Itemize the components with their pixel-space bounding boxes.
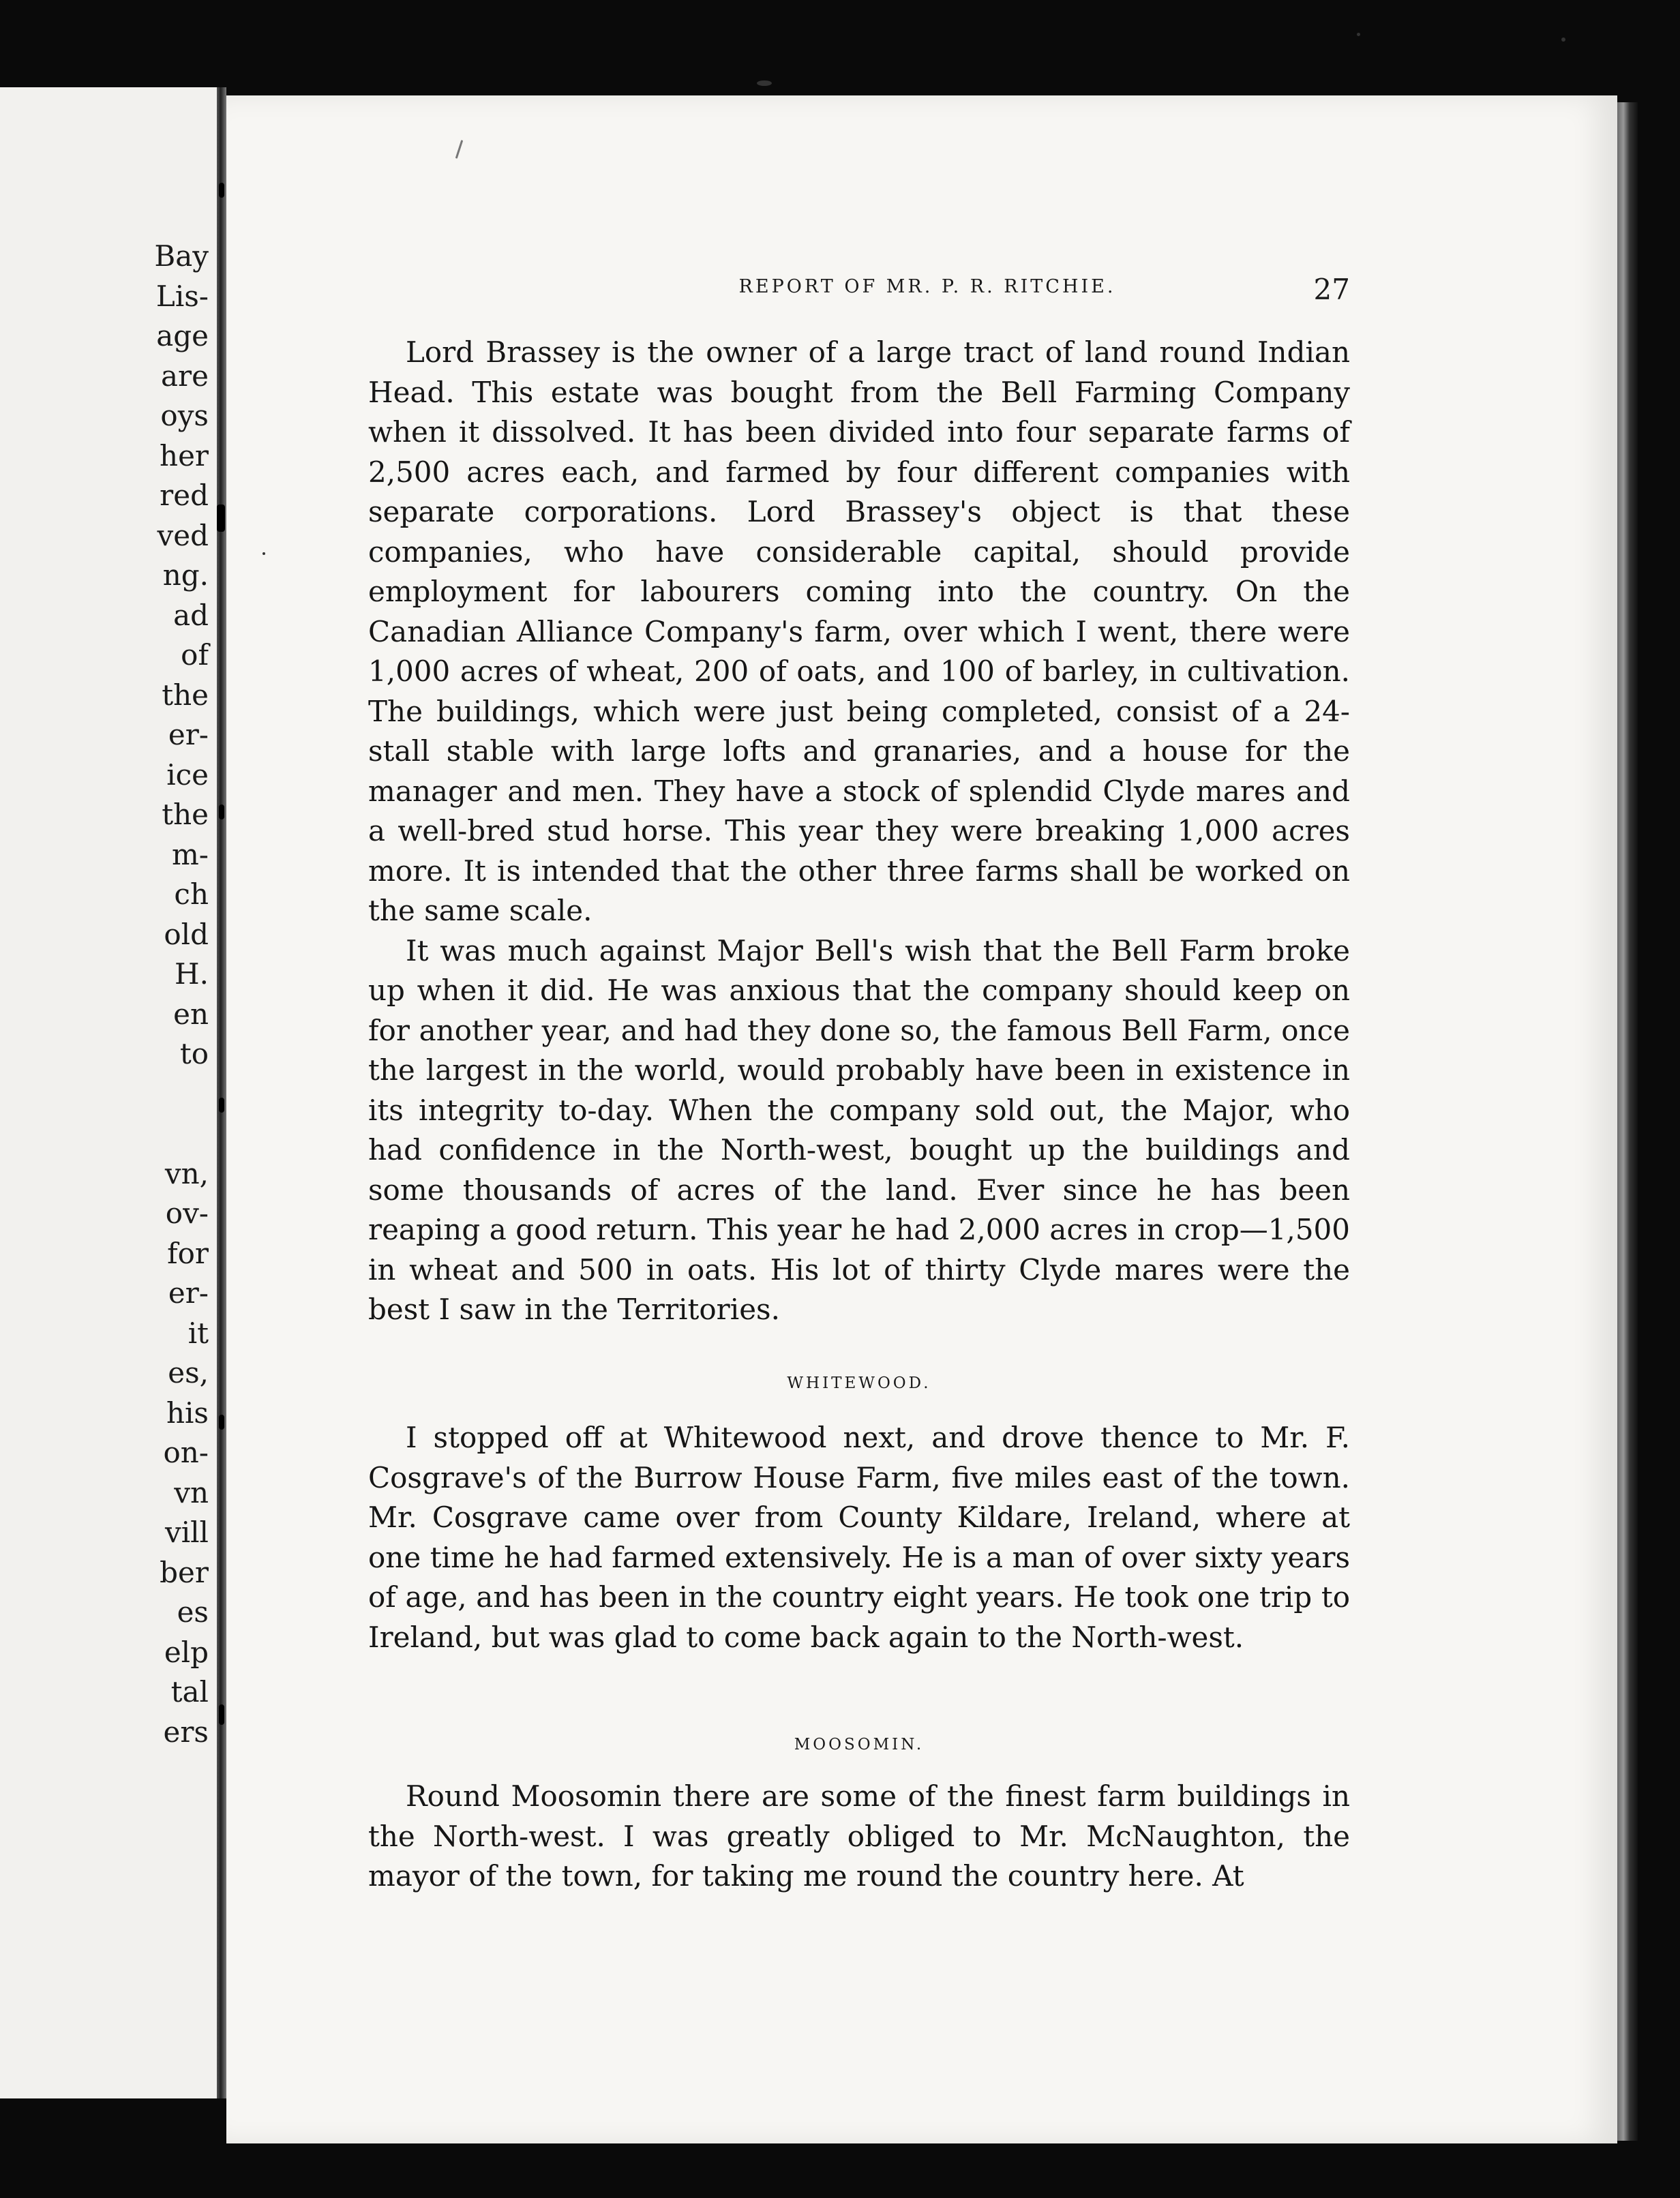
dust-speck	[1357, 33, 1360, 36]
left-page-line-fragment: ch	[174, 877, 209, 911]
left-page-line-fragment: Lis-	[155, 279, 209, 313]
left-page-line-fragment: it	[188, 1316, 209, 1350]
running-head: REPORT OF MR. P. R. RITCHIE.	[738, 276, 1116, 297]
left-page-line-fragment: ber	[160, 1555, 209, 1589]
left-page-line-fragment: elp	[164, 1635, 209, 1669]
left-page-line-fragment: for	[167, 1236, 209, 1270]
left-page-line-fragment: red	[160, 479, 209, 512]
dust-speck	[262, 552, 265, 555]
left-page-line-fragment: tal	[170, 1675, 209, 1708]
body-text-top	[368, 333, 1350, 1330]
left-page-line-fragment: age	[156, 319, 209, 352]
left-page-line-fragment: ov-	[165, 1196, 209, 1230]
left-page-line-fragment: ad	[173, 598, 209, 632]
left-page-line-fragment: of	[181, 638, 209, 672]
section-heading: MOOSOMIN.	[794, 1736, 925, 1753]
left-page-line-fragment: er-	[168, 1276, 209, 1310]
left-page-line-fragment: ng.	[162, 558, 209, 592]
left-page-line-fragment: on-	[163, 1436, 209, 1469]
left-page-line-fragment: the	[162, 798, 209, 831]
left-page-line-fragment: old	[164, 917, 209, 951]
left-page-line-fragment: ved	[157, 518, 209, 552]
left-page-line-fragment: Bay	[154, 239, 209, 273]
binding-thread-mark	[217, 505, 225, 532]
left-page-line-fragment: are	[161, 359, 209, 393]
left-page-line-fragment: ice	[166, 757, 209, 792]
body-text-middle	[368, 1418, 1350, 1657]
page-number: 27	[1313, 273, 1350, 306]
paragraph: I stopped off at Whitewood next, and drove thence to Mr. F. Cosgrave's of the Burrow House Farm, five miles east of the town. Mr. Cosgrave came over from County Kildare, Ireland, where at one time he had farmed extensively. He is a man of over sixty years of age, and has been in the country eight years. He took one trip to Ireland, but was glad to come back again to the North-west.	[368, 1421, 1350, 1654]
left-page-line-fragment: es,	[168, 1356, 209, 1389]
section-heading: WHITEWOOD.	[787, 1374, 931, 1392]
binding-thread-mark	[219, 1098, 224, 1113]
paragraph: Lord Brassey is the owner of a large tract of land round Indian Head. This estate was bought from the Bell Farming Company when it dissolved. It has been divided into four separate farms of 2,500 acres each, and farmed by four different companies with separate corporations. Lord Brassey's object is that these companies, who have considerable capital, should provide employment for labourers coming into the country. On the Canadian Alliance Company's farm, over which I went, there were 1,000 acres of wheat, 200 of oats, and 100 of barley, in cultivation. The buildings, which were just being completed, consist of a 24-stall stable with large lofts and granaries, and a house for the manager and men. They have a stock of splendid Clyde mares and a well-bred stud horse. This year they were breaking 1,000 acres more. It is intended that the other three farms shall be worked on the same scale.	[368, 335, 1350, 927]
binding-thread-mark	[219, 183, 224, 198]
left-page-line-fragment: vill	[164, 1516, 209, 1549]
dust-speck	[757, 80, 772, 86]
left-page-line-fragment: es	[177, 1595, 209, 1629]
binding-thread-mark	[219, 1415, 224, 1430]
left-page-line-fragment: ers	[163, 1715, 209, 1749]
book-gutter	[217, 87, 226, 2098]
left-page-line-fragment: en	[173, 997, 209, 1031]
dust-speck	[1561, 37, 1565, 42]
left-page-line-fragment: to	[179, 1037, 209, 1070]
binding-thread-mark	[219, 804, 224, 819]
binding-thread-mark	[219, 1704, 224, 1725]
left-page-line-fragment: m-	[171, 837, 209, 871]
paragraph: Round Moosomin there are some of the finest farm buildings in the North-west. I was greatly obliged to Mr. McNaughton, the mayor of the town, for taking me round the country here. At	[368, 1779, 1350, 1893]
left-page-line-fragment: er-	[168, 718, 209, 751]
page-edge-shadow	[1617, 102, 1638, 2141]
body-text-bottom	[368, 1777, 1350, 1897]
left-page-line-fragment: her	[160, 438, 209, 472]
left-page-line-fragment: vn	[174, 1475, 209, 1509]
left-page-line-fragment: his	[166, 1396, 209, 1430]
left-page-line-fragment: vn,	[164, 1156, 209, 1190]
left-page-line-fragment: oys	[160, 399, 209, 432]
left-page-line-fragment: the	[162, 678, 209, 712]
left-page-line-fragment: H.	[175, 957, 209, 991]
paragraph: It was much against Major Bell's wish that the Bell Farm broke up when it did. He was anxious that the company should keep on for another year, and had they done so, the famous Bell Farm, once the largest in the world, would probably have been in existence in its integrity to-day. When the company sold out, the Major, who had confidence in the North-west, bought up the buildings and some thousands of acres of the land. Ever since he has been reaping a good return. This year he had 2,000 acres in crop—1,500 in wheat and 500 in oats. His lot of thirty Clyde mares were the best I saw in the Territories.	[368, 933, 1350, 1326]
left-page	[0, 87, 217, 2098]
